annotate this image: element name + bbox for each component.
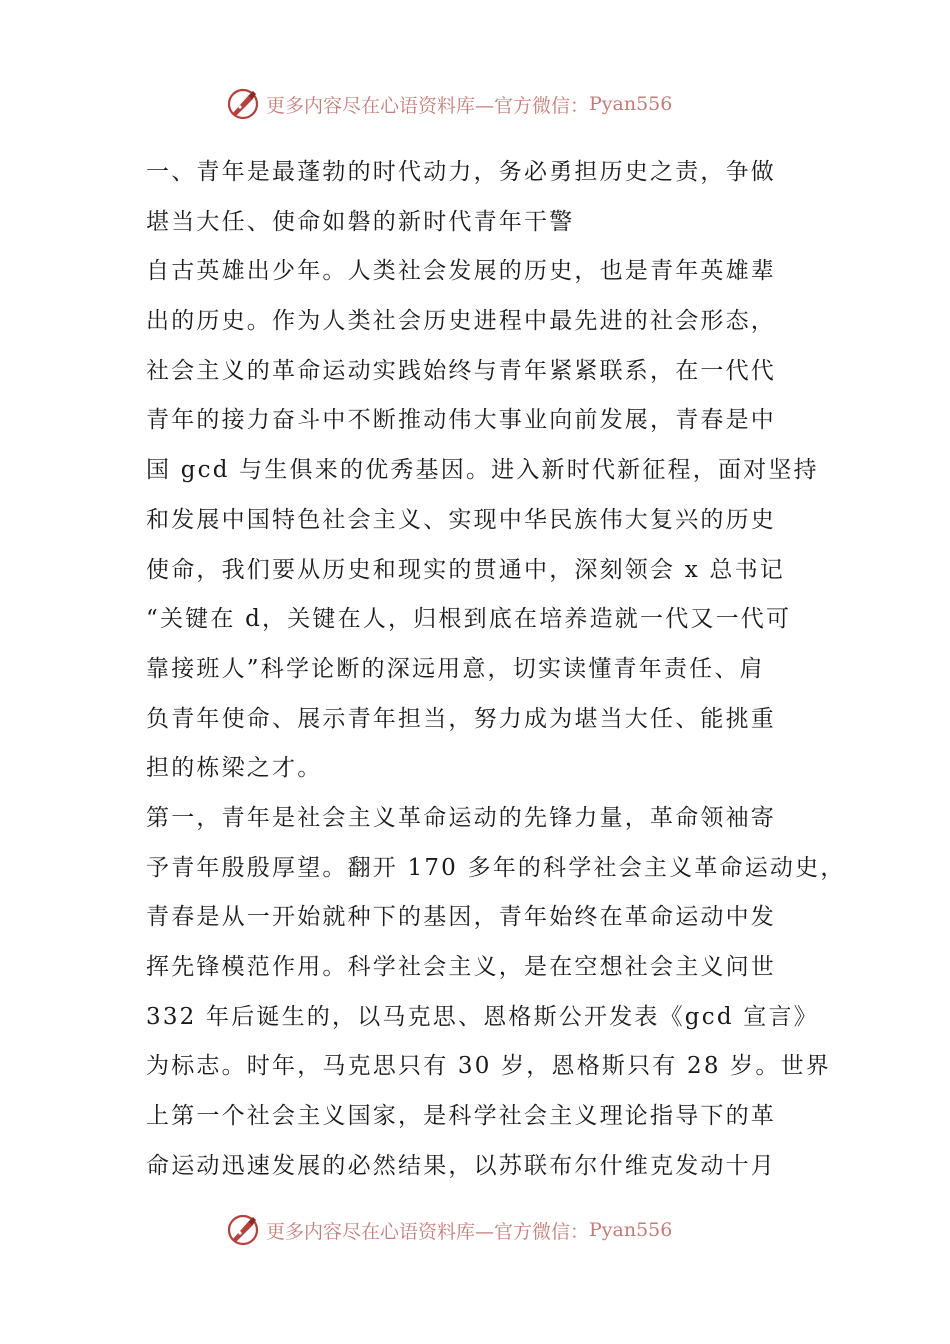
text-line: 挥先锋模范作用。科学社会主义，是在空想社会主义问世 bbox=[146, 954, 776, 980]
watermark-text: 更多内容尽在心语资料库—官方微信： bbox=[266, 94, 590, 117]
text-line: 社会主义的革命运动实践始终与青年紧紧联系，在一代代 bbox=[146, 357, 776, 384]
text-line: “关键在 d，关键在人，归根到底在培养造就一代又一代可 bbox=[146, 606, 792, 633]
text-line: 332 年后诞生的，以马克思、恩格斯公开发表《gcd 宣言》 bbox=[146, 1003, 819, 1030]
watermark-account: Pyan556 bbox=[589, 93, 673, 115]
watermark-account: Pyan556 bbox=[589, 1219, 673, 1241]
text-line: 担的栋梁之才。 bbox=[146, 755, 323, 782]
text-line: 自古英雄出少年。人类社会发展的历史，也是青年英雄辈 bbox=[146, 258, 776, 285]
text-line: 一、青年是最蓬勃的时代动力，务必勇担历史之责，争做 bbox=[146, 159, 776, 185]
pen-nib-logo-icon bbox=[226, 87, 260, 121]
watermark-text: 更多内容尽在心语资料库—官方微信： bbox=[266, 1220, 590, 1243]
text-line: 上第一个社会主义国家，是科学社会主义理论指导下的革 bbox=[146, 1103, 776, 1130]
text-line: 堪当大任、使命如磐的新时代青年干警 bbox=[146, 208, 575, 235]
text-line: 青年的接力奋斗中不断推动伟大事业向前发展，青春是中 bbox=[146, 407, 776, 434]
footer-watermark-banner bbox=[0, 1210, 950, 1250]
text-line: 国 gcd 与生俱来的优秀基因。进入新时代新征程，面对坚持 bbox=[146, 457, 819, 484]
document-body bbox=[146, 148, 846, 1191]
pen-nib-logo-icon bbox=[226, 1213, 260, 1247]
text-line: 第一，青年是社会主义革命运动的先锋力量，革命领袖寄 bbox=[146, 804, 776, 831]
header-watermark-banner bbox=[0, 84, 950, 124]
text-line: 负青年使命、展示青年担当，努力成为堪当大任、能挑重 bbox=[146, 705, 776, 732]
text-line: 和发展中国特色社会主义、实现中华民族伟大复兴的历史 bbox=[146, 506, 776, 533]
text-line: 命运动迅速发展的必然结果，以苏联布尔什维克发动十月 bbox=[146, 1152, 776, 1179]
text-line: 为标志。时年，马克思只有 30 岁，恩格斯只有 28 岁。世界 bbox=[146, 1053, 831, 1080]
text-line: 出的历史。作为人类社会历史进程中最先进的社会形态， bbox=[146, 308, 776, 335]
text-line: 予青年殷殷厚望。翻开 170 多年的科学社会主义革命运动史， bbox=[146, 854, 846, 881]
text-line: 靠接班人”科学论断的深远用意，切实读懂青年责任、肩 bbox=[146, 655, 765, 682]
text-line: 青春是从一开始就种下的基因，青年始终在革命运动中发 bbox=[146, 904, 776, 931]
text-line: 使命，我们要从历史和现实的贯通中，深刻领会 x 总书记 bbox=[146, 556, 785, 583]
